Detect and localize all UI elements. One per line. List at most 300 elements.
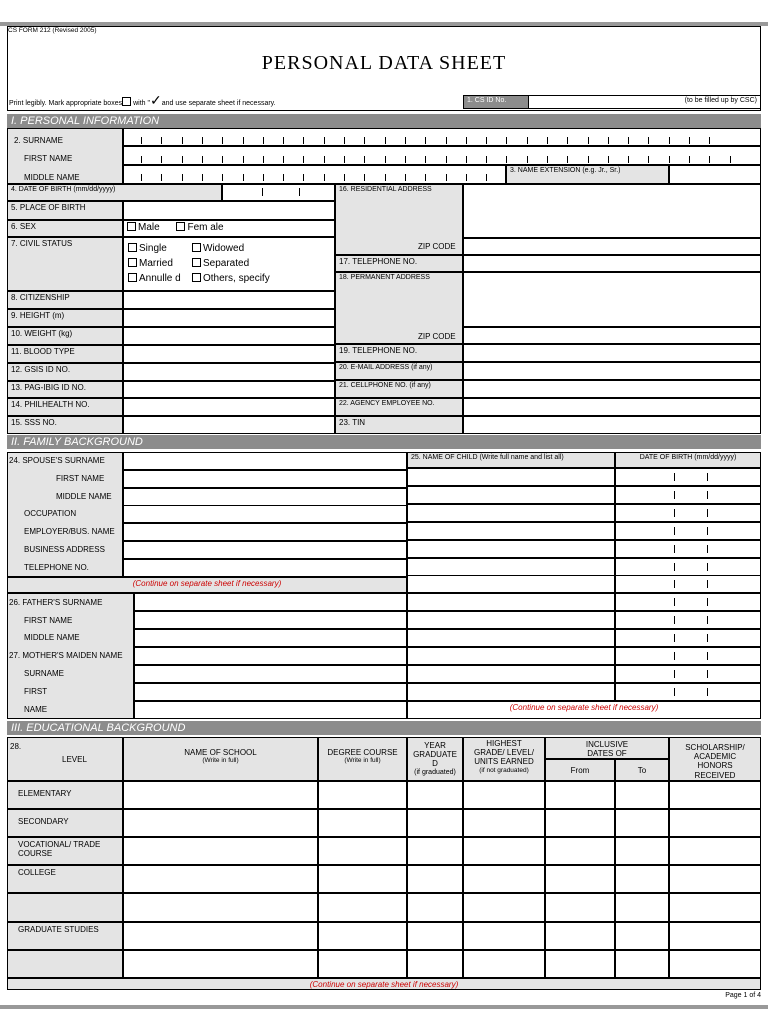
civil-others-option[interactable]: [192, 273, 270, 285]
res-zip-field[interactable]: [463, 238, 761, 255]
character-tick: [243, 174, 244, 181]
male-label: Male: [138, 222, 160, 233]
dob-tick: [707, 580, 708, 588]
education-field[interactable]: [123, 837, 318, 865]
child-dob-header: DATE OF BIRTH (mm/dd/yyyy): [615, 452, 761, 468]
child-name-field[interactable]: [407, 540, 615, 558]
child-dob-field[interactable]: [615, 593, 761, 611]
education-field[interactable]: [123, 922, 318, 950]
education-field[interactable]: [615, 781, 669, 809]
pagibig-field[interactable]: [123, 381, 335, 398]
pagibig-label: 13. PAG-IBIG ID NO.: [7, 381, 123, 398]
education-level-label: ELEMENTARY: [7, 781, 123, 809]
character-tick: [303, 137, 304, 144]
child-dob-field[interactable]: [615, 575, 761, 593]
highest-grade-header: [463, 737, 545, 781]
gsis-label: 12. GSIS ID NO.: [7, 363, 123, 381]
residential-address-field[interactable]: [463, 184, 761, 238]
character-tick: [425, 137, 426, 144]
blood-type-label: 11. BLOOD TYPE: [7, 345, 123, 363]
character-tick: [263, 156, 264, 163]
education-field[interactable]: [318, 893, 407, 922]
character-tick: [344, 156, 345, 163]
permanent-address-label: 18. PERMANENT ADDRESS: [335, 272, 463, 344]
gsis-field[interactable]: [123, 363, 335, 381]
dob-tick: [707, 598, 708, 606]
spouse-field[interactable]: [123, 470, 407, 488]
instructions-text-c: and use separate sheet if necessary.: [161, 100, 276, 107]
surname-label: 2. SURNAME: [14, 136, 63, 145]
character-tick: [446, 137, 447, 144]
child-name-field[interactable]: [407, 611, 615, 629]
spouse-field[interactable]: [123, 541, 407, 559]
highest-header-label: HIGHEST GRADE/ LEVEL/ UNITS EARNED: [473, 739, 535, 767]
character-tick: [385, 156, 386, 163]
education-field[interactable]: [463, 809, 545, 837]
education-field[interactable]: [123, 950, 318, 978]
sex-female-option[interactable]: [176, 222, 223, 233]
spouse-middle-name-label: MIDDLE NAME: [56, 492, 112, 501]
degree-header: [318, 737, 407, 781]
character-tick: [182, 174, 183, 181]
education-level-label: SECONDARY: [7, 809, 123, 837]
spouse-field[interactable]: [123, 452, 407, 470]
education-field[interactable]: [407, 781, 463, 809]
character-tick: [364, 156, 365, 163]
spouse-field[interactable]: [123, 488, 407, 506]
child-dob-field[interactable]: [615, 611, 761, 629]
weight-field[interactable]: [123, 327, 335, 345]
married-checkbox-icon[interactable]: [128, 258, 137, 267]
dob-tick: [674, 563, 675, 571]
dob-tick: [674, 652, 675, 660]
character-tick: [324, 174, 325, 181]
character-tick: [141, 174, 142, 181]
child-dob-field[interactable]: [615, 504, 761, 522]
character-tick: [588, 137, 589, 144]
character-tick: [243, 156, 244, 163]
weight-label: 10. WEIGHT (kg): [7, 327, 123, 345]
spouse-first-name-label: FIRST NAME: [56, 474, 105, 483]
res-zip-label: ZIP CODE: [418, 242, 456, 251]
dob-tick: [707, 634, 708, 642]
education-field[interactable]: [463, 781, 545, 809]
dob-tick: [707, 527, 708, 535]
dob-field[interactable]: [222, 184, 335, 201]
family-continue-note: (Continue on separate sheet if necessary): [7, 577, 407, 593]
character-tick: [222, 137, 223, 144]
child-name-field[interactable]: [407, 522, 615, 540]
education-field[interactable]: [545, 809, 615, 837]
child-name-field[interactable]: [407, 647, 615, 665]
year-header-label: YEAR GRADUATE D: [413, 741, 457, 769]
education-field[interactable]: [615, 837, 669, 865]
character-tick: [161, 156, 162, 163]
character-tick: [141, 137, 142, 144]
instructions-text-a: Print legibly. Mark appropriate boxes: [9, 100, 123, 107]
business-address-label: BUSINESS ADDRESS: [24, 545, 105, 554]
telephone-17-label: 17. TELEPHONE NO.: [335, 255, 463, 272]
telephone-17-field[interactable]: [463, 255, 761, 272]
parent-field[interactable]: [134, 629, 407, 647]
education-field[interactable]: [463, 893, 545, 922]
character-tick: [486, 174, 487, 181]
widowed-checkbox-icon[interactable]: [192, 243, 201, 252]
civil-married-option[interactable]: [128, 258, 173, 270]
mother-surname-label: SURNAME: [24, 669, 65, 678]
character-tick: [324, 137, 325, 144]
education-field[interactable]: [407, 950, 463, 978]
dob-tick: [707, 509, 708, 517]
page-number: Page 1 of 4: [725, 992, 761, 999]
child-name-field[interactable]: [407, 504, 615, 522]
character-tick: [364, 137, 365, 144]
education-field[interactable]: [318, 922, 407, 950]
dob-label: 4. DATE OF BIRTH (mm/dd/yyyy): [7, 184, 222, 201]
education-field[interactable]: [615, 865, 669, 893]
education-field[interactable]: [669, 781, 761, 809]
instructions: [9, 92, 276, 108]
education-field[interactable]: [123, 781, 318, 809]
dob-tick: [299, 188, 300, 196]
year-graduated-header: [407, 737, 463, 781]
child-dob-field[interactable]: [615, 558, 761, 576]
education-field[interactable]: [545, 950, 615, 978]
permanent-address-field[interactable]: [463, 272, 761, 327]
tin-field[interactable]: [463, 416, 761, 434]
mother-maiden-name-label: 27. MOTHER'S MAIDEN NAME: [9, 651, 123, 660]
degree-header-label: DEGREE COURSE: [327, 748, 398, 757]
character-tick: [628, 137, 629, 144]
education-field[interactable]: [318, 865, 407, 893]
widowed-label: Widowed: [203, 243, 245, 254]
dob-tick: [674, 670, 675, 678]
education-field[interactable]: [545, 781, 615, 809]
degree-header-sub: (Write in full): [344, 757, 381, 765]
character-tick: [303, 174, 304, 181]
character-tick: [161, 174, 162, 181]
first-name-label: FIRST NAME: [24, 154, 73, 163]
education-field[interactable]: [669, 865, 761, 893]
dob-tick: [707, 652, 708, 660]
dob-tick: [707, 688, 708, 696]
education-field[interactable]: [669, 922, 761, 950]
character-tick: [527, 137, 528, 144]
character-tick: [466, 174, 467, 181]
child-dob-field[interactable]: [615, 486, 761, 504]
education-field[interactable]: [407, 865, 463, 893]
dob-tick: [674, 580, 675, 588]
education-field[interactable]: [615, 809, 669, 837]
dob-tick: [674, 473, 675, 481]
character-tick: [527, 156, 528, 163]
character-tick: [567, 137, 568, 144]
spouse-telephone-label: TELEPHONE NO.: [24, 563, 89, 572]
character-tick: [506, 137, 507, 144]
sss-label: 15. SSS NO.: [7, 416, 123, 434]
employer-label: EMPLOYER/BUS. NAME: [24, 527, 115, 536]
dob-tick: [707, 491, 708, 499]
character-tick: [202, 137, 203, 144]
child-dob-field[interactable]: [615, 665, 761, 683]
education-field[interactable]: [669, 950, 761, 978]
civil-single-option[interactable]: [128, 243, 167, 255]
dob-tick: [674, 688, 675, 696]
item-28-number: 28.: [10, 742, 22, 751]
child-name-field[interactable]: [407, 629, 615, 647]
education-field[interactable]: [123, 865, 318, 893]
character-tick: [648, 156, 649, 163]
child-dob-field[interactable]: [615, 647, 761, 665]
dob-tick: [707, 563, 708, 571]
character-tick: [344, 174, 345, 181]
character-tick: [425, 156, 426, 163]
school-header: [123, 737, 318, 781]
dob-tick: [674, 491, 675, 499]
spouse-field[interactable]: [123, 559, 407, 577]
character-tick: [547, 156, 548, 163]
form-number: CS FORM 212 (Revised 2005): [8, 27, 97, 34]
education-field[interactable]: [318, 837, 407, 865]
character-tick: [243, 137, 244, 144]
education-field[interactable]: [318, 781, 407, 809]
tin-label: 23. TIN: [335, 416, 463, 434]
parent-field[interactable]: [134, 647, 407, 665]
character-tick: [466, 156, 467, 163]
education-field[interactable]: [615, 893, 669, 922]
education-field[interactable]: [545, 893, 615, 922]
education-field[interactable]: [407, 837, 463, 865]
character-tick: [344, 137, 345, 144]
character-tick: [446, 174, 447, 181]
character-tick: [283, 137, 284, 144]
parent-field[interactable]: [134, 611, 407, 629]
education-field[interactable]: [545, 922, 615, 950]
cellphone-label: 21. CELLPHONE NO. (if any): [335, 380, 463, 398]
height-field[interactable]: [123, 309, 335, 327]
character-tick: [202, 174, 203, 181]
separated-checkbox-icon[interactable]: [192, 258, 201, 267]
dob-tick: [262, 188, 263, 196]
character-tick: [161, 137, 162, 144]
others-checkbox-icon[interactable]: [192, 273, 201, 282]
telephone-19-field[interactable]: [463, 344, 761, 362]
education-field[interactable]: [123, 893, 318, 922]
parent-field[interactable]: [134, 665, 407, 683]
middle-name-label: MIDDLE NAME: [24, 173, 80, 182]
father-middle-name-label: MIDDLE NAME: [24, 633, 80, 642]
character-tick: [385, 174, 386, 181]
character-tick: [506, 156, 507, 163]
email-label: 20. E-MAIL ADDRESS (if any): [335, 362, 463, 380]
single-label: Single: [139, 243, 167, 254]
education-field[interactable]: [463, 950, 545, 978]
checkmark-icon: ✓: [149, 92, 162, 108]
education-field[interactable]: [669, 893, 761, 922]
married-label: Married: [139, 258, 173, 269]
character-tick: [446, 156, 447, 163]
character-tick: [486, 137, 487, 144]
education-field[interactable]: [407, 893, 463, 922]
education-field[interactable]: [318, 809, 407, 837]
child-name-field[interactable]: [407, 468, 615, 486]
character-tick: [385, 137, 386, 144]
character-tick: [303, 156, 304, 163]
character-tick: [283, 156, 284, 163]
character-tick: [324, 156, 325, 163]
mother-first-label: FIRST: [24, 687, 48, 696]
education-field[interactable]: [407, 922, 463, 950]
education-field[interactable]: [669, 837, 761, 865]
civil-separated-option[interactable]: [192, 258, 249, 270]
child-name-field[interactable]: [407, 575, 615, 593]
child-name-header: 25. NAME OF CHILD (Write full name and list all): [407, 452, 615, 468]
child-name-field[interactable]: [407, 683, 615, 701]
education-field[interactable]: [123, 809, 318, 837]
highest-header-sub: (if not graduated): [479, 766, 529, 774]
dob-tick: [707, 670, 708, 678]
others-label: Others, specify: [203, 273, 270, 284]
education-field[interactable]: [615, 922, 669, 950]
dob-tick: [707, 545, 708, 553]
character-tick: [547, 137, 548, 144]
character-tick: [648, 137, 649, 144]
character-tick: [283, 174, 284, 181]
page-title: PERSONAL DATA SHEET: [261, 52, 507, 74]
character-tick: [689, 156, 690, 163]
philhealth-label: 14. PHILHEALTH NO.: [7, 398, 123, 416]
education-field[interactable]: [545, 865, 615, 893]
character-tick: [405, 174, 406, 181]
agency-employee-field[interactable]: [463, 398, 761, 416]
child-dob-field[interactable]: [615, 683, 761, 701]
male-checkbox-icon[interactable]: [127, 222, 136, 231]
middle-name-field[interactable]: [123, 165, 506, 184]
education-field[interactable]: [669, 809, 761, 837]
sex-label: 6. SEX: [7, 220, 123, 237]
civil-annulled-option[interactable]: [128, 273, 186, 285]
civil-widowed-option[interactable]: [192, 243, 244, 255]
perm-zip-field[interactable]: [463, 327, 761, 344]
character-tick: [182, 156, 183, 163]
level-header-label: LEVEL: [62, 755, 87, 764]
character-tick: [466, 137, 467, 144]
blood-type-field[interactable]: [123, 345, 335, 363]
agency-employee-label: 22. AGENCY EMPLOYEE NO.: [335, 398, 463, 416]
education-field[interactable]: [615, 950, 669, 978]
child-dob-field[interactable]: [615, 540, 761, 558]
school-header-sub: (Write in full): [202, 757, 239, 765]
to-header: To: [615, 759, 669, 781]
checkbox-sample-icon: [122, 97, 131, 106]
parent-field[interactable]: [134, 593, 407, 611]
character-tick: [141, 156, 142, 163]
character-tick: [669, 137, 670, 144]
children-continue-note: (Continue on separate sheet if necessary): [407, 701, 761, 719]
character-tick: [628, 156, 629, 163]
father-first-name-label: FIRST NAME: [24, 616, 73, 625]
occupation-label: OCCUPATION: [24, 509, 77, 518]
annulled-label: Annulle d: [139, 273, 181, 284]
annulled-checkbox-icon[interactable]: [128, 273, 137, 282]
parent-field[interactable]: [134, 701, 407, 719]
sss-field[interactable]: [123, 416, 335, 434]
education-field[interactable]: [407, 809, 463, 837]
education-field[interactable]: [463, 922, 545, 950]
dob-tick: [674, 634, 675, 642]
character-tick: [689, 137, 690, 144]
parent-field[interactable]: [134, 683, 407, 701]
child-name-field[interactable]: [407, 558, 615, 576]
dob-tick: [674, 509, 675, 517]
name-extension-field[interactable]: [669, 165, 761, 184]
character-tick: [425, 174, 426, 181]
name-extension-label: 3. NAME EXTENSION (e.g. Jr., Sr.): [506, 165, 669, 184]
cs-id-note: (to be filled up by CSC): [684, 97, 757, 104]
female-checkbox-icon[interactable]: [176, 222, 185, 231]
pob-label: 5. PLACE OF BIRTH: [7, 201, 123, 220]
height-label: 9. HEIGHT (m): [7, 309, 123, 327]
education-field[interactable]: [463, 865, 545, 893]
female-label: Fem ale: [187, 222, 224, 233]
education-field[interactable]: [318, 950, 407, 978]
dob-tick: [674, 527, 675, 535]
child-name-field[interactable]: [407, 665, 615, 683]
child-dob-field[interactable]: [615, 468, 761, 486]
email-field[interactable]: [463, 362, 761, 380]
dob-tick: [674, 545, 675, 553]
character-tick: [263, 137, 264, 144]
character-tick: [608, 137, 609, 144]
child-name-field[interactable]: [407, 593, 615, 611]
cellphone-field[interactable]: [463, 380, 761, 398]
spouse-field[interactable]: [123, 523, 407, 541]
civil-status-label: 7. CIVIL STATUS: [7, 237, 123, 291]
cs-id-field[interactable]: [529, 95, 761, 109]
child-dob-field[interactable]: [615, 629, 761, 647]
education-continue-note: (Continue on separate sheet if necessary): [7, 978, 761, 990]
education-field[interactable]: [545, 837, 615, 865]
spouse-field[interactable]: [123, 505, 407, 523]
character-tick: [709, 156, 710, 163]
year-header-sub: (if graduated): [414, 768, 456, 776]
first-name-field[interactable]: [123, 146, 761, 165]
sex-male-option[interactable]: [127, 222, 160, 233]
character-tick: [222, 174, 223, 181]
education-field[interactable]: [463, 837, 545, 865]
child-name-field[interactable]: [407, 486, 615, 504]
mother-name-label: NAME: [24, 705, 48, 714]
surname-field[interactable]: [123, 128, 761, 146]
school-header-label: NAME OF SCHOOL: [184, 748, 257, 757]
character-tick: [588, 156, 589, 163]
separated-label: Separated: [203, 258, 250, 269]
section-personal-information: I. PERSONAL INFORMATION: [7, 114, 761, 128]
character-tick: [486, 156, 487, 163]
residential-address-label: 16. RESIDENTIAL ADDRESS: [335, 184, 463, 255]
education-level-label: [7, 950, 123, 978]
level-header: [7, 737, 123, 781]
character-tick: [405, 156, 406, 163]
single-checkbox-icon[interactable]: [128, 243, 137, 252]
character-tick: [364, 174, 365, 181]
dob-tick: [707, 473, 708, 481]
pob-field[interactable]: [123, 201, 335, 220]
character-tick: [405, 137, 406, 144]
philhealth-field[interactable]: [123, 398, 335, 416]
citizenship-field[interactable]: [123, 291, 335, 309]
child-dob-field[interactable]: [615, 522, 761, 540]
